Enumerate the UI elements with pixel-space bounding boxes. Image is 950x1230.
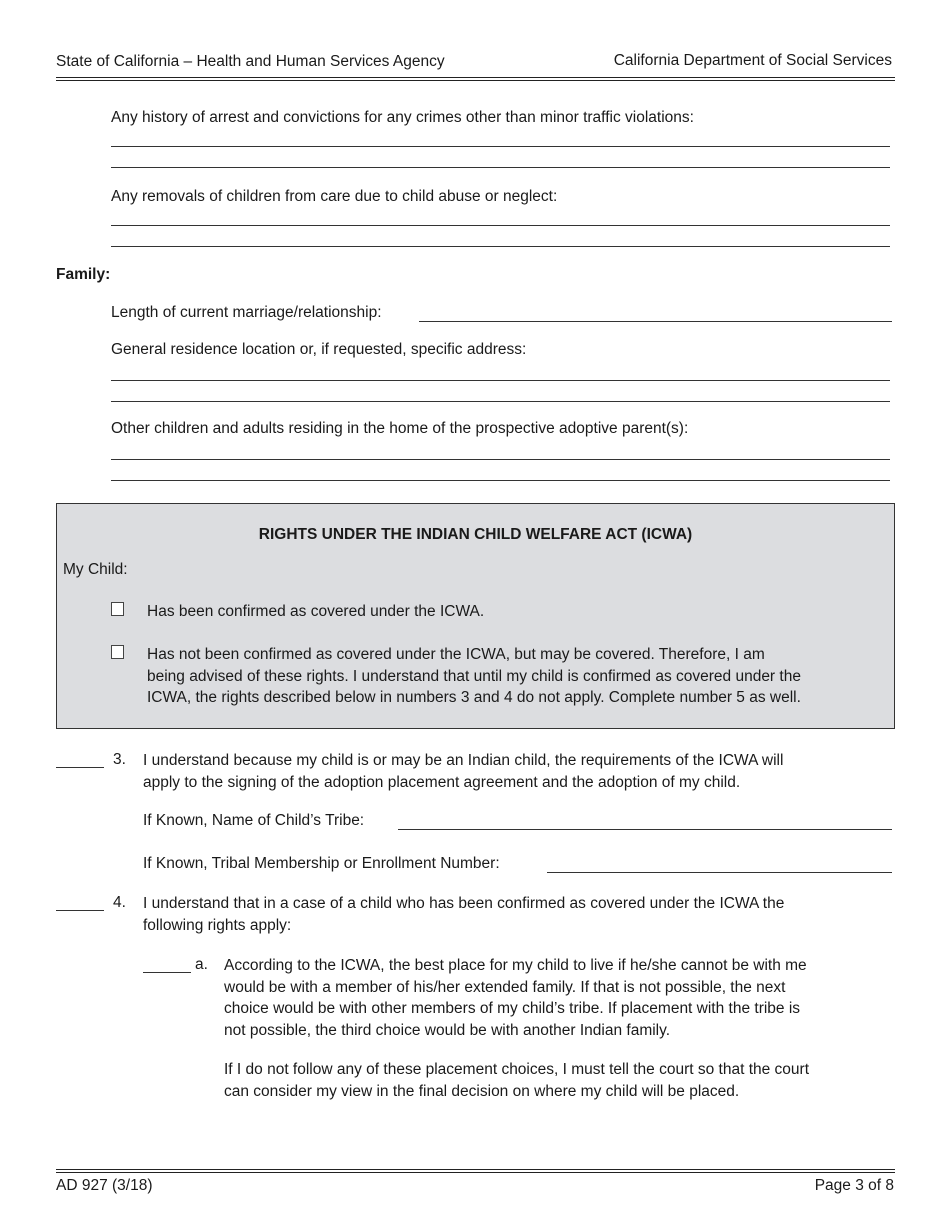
enrollment-field[interactable] <box>547 872 892 873</box>
item3-line: I understand because my child is or may be an Indian child, the requirements of the ICWA will <box>143 752 784 769</box>
may-be-covered-line: Has not been confirmed as covered under the ICWA, but may be covered. Therefore, I am <box>147 646 765 663</box>
tribe-field[interactable] <box>398 829 892 830</box>
residence-label: General residence location or, if requested, specific address: <box>111 341 527 358</box>
item4a-line: would be with a member of his/her extended family. If that is not possible, the next <box>224 978 786 996</box>
footer-divider <box>56 1169 895 1173</box>
item4a-followup-line: can consider my view in the final decision on where my child will be placed. <box>224 1082 740 1100</box>
item4a-followup <box>224 1059 809 1102</box>
marriage-label: Length of current marriage/relationship: <box>111 304 382 321</box>
my-child-label: My Child: <box>63 561 128 578</box>
item4a-line: not possible, the third choice would be with another Indian family. <box>224 1021 671 1039</box>
residence-line-2[interactable] <box>111 401 890 402</box>
removals-label: Any removals of children from care due to child abuse or neglect: <box>111 188 558 205</box>
others-line-1[interactable] <box>111 459 890 460</box>
item4-line: following rights apply: <box>143 916 292 934</box>
may-be-covered-line: ICWA, the rights described below in numbers 3 and 4 do not apply. Complete number 5 as well. <box>147 689 801 706</box>
others-line-2[interactable] <box>111 480 890 481</box>
item4a-text <box>224 955 807 1041</box>
item4-line: I understand that in a case of a child who has been confirmed as covered under the ICWA the <box>143 895 785 912</box>
item4a-initials-field[interactable] <box>143 972 191 973</box>
item4a-followup-line: If I do not follow any of these placement choices, I must tell the court so that the court <box>224 1061 810 1078</box>
may-be-covered-checkbox[interactable] <box>111 645 124 659</box>
header-divider <box>56 77 895 81</box>
tribe-label: If Known, Name of Child’s Tribe: <box>143 812 365 829</box>
may-be-covered-text <box>147 644 801 709</box>
item4-number: 4. <box>113 894 126 911</box>
item3-text <box>143 750 783 793</box>
arrests-label: Any history of arrest and convictions for any crimes other than minor traffic violations: <box>111 109 694 126</box>
confirmed-option-text: Has been confirmed as covered under the ICWA. <box>147 603 485 620</box>
family-heading: Family: <box>56 266 111 283</box>
header-agency: State of California – Health and Human Services Agency <box>56 53 445 70</box>
item4-text <box>143 893 784 936</box>
form-id: AD 927 (3/18) <box>56 1177 153 1194</box>
enrollment-label: If Known, Tribal Membership or Enrollment Number: <box>143 855 500 872</box>
confirmed-checkbox[interactable] <box>111 602 124 616</box>
others-label: Other children and adults residing in the home of the prospective adoptive parent(s): <box>111 420 689 437</box>
header-department: California Department of Social Services <box>613 52 892 69</box>
arrests-line-2[interactable] <box>111 167 890 168</box>
page-number: Page 3 of 8 <box>814 1177 894 1194</box>
icwa-title: RIGHTS UNDER THE INDIAN CHILD WELFARE ACT (ICWA) <box>258 526 693 543</box>
removals-line-1[interactable] <box>111 225 890 226</box>
may-be-covered-line: being advised of these rights. I understand that until my child is confirmed as covered under the <box>147 667 801 685</box>
residence-line-1[interactable] <box>111 380 890 381</box>
arrests-line-1[interactable] <box>111 146 890 147</box>
item3-initials-field[interactable] <box>56 767 104 768</box>
item4-initials-field[interactable] <box>56 910 104 911</box>
removals-line-2[interactable] <box>111 246 890 247</box>
item3-number: 3. <box>113 751 126 768</box>
item4a-line: choice would be with other members of my child’s tribe. If placement with the tribe is <box>224 1000 801 1017</box>
marriage-field[interactable] <box>419 321 892 322</box>
item4a-letter: a. <box>195 956 208 973</box>
item4a-line: According to the ICWA, the best place for my child to live if he/she cannot be with me <box>224 957 807 974</box>
item3-line: apply to the signing of the adoption placement agreement and the adoption of my child. <box>143 773 741 791</box>
